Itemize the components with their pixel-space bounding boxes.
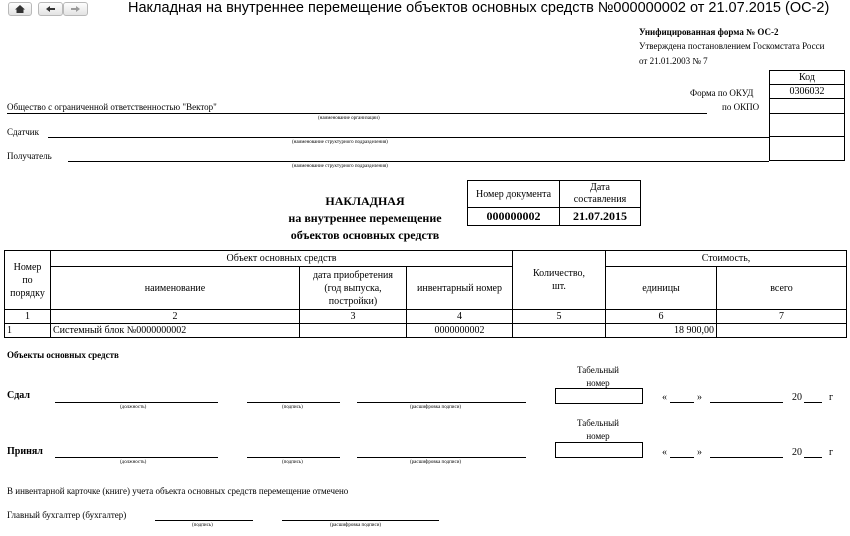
- gave-position-caption: (должность): [120, 405, 147, 410]
- header-cost: Стоимость,: [606, 251, 847, 267]
- tab-label-line-2: номер: [586, 378, 610, 388]
- date-label-1: Дата: [590, 182, 610, 193]
- sender-caption: (наименование структурного подразделения): [292, 140, 388, 145]
- gave-tab-number-box[interactable]: [555, 388, 643, 404]
- header-quantity-1: Количество,: [532, 268, 586, 279]
- organization-line: [7, 113, 707, 114]
- gave-decode-caption: (расшифровка подписи): [410, 405, 462, 410]
- took-year-prefix: 20: [792, 447, 802, 458]
- tab-number-label-1: [562, 364, 634, 390]
- table-row: [5, 324, 847, 338]
- row-quantity: [513, 324, 606, 338]
- okud-value: 0306032: [770, 85, 845, 99]
- header-acquisition-2: (год выпуска,: [324, 282, 382, 294]
- number-label: Номер документа: [468, 181, 560, 208]
- took-signature-caption: (подпись): [282, 460, 303, 465]
- took-year-line[interactable]: [804, 457, 822, 458]
- header-inventory: инвентарный номер: [407, 267, 513, 310]
- tab-number-label-2: [562, 417, 634, 443]
- gave-open-quote: «: [662, 392, 667, 403]
- tab-label-line-2: номер: [586, 431, 610, 441]
- header-number-3: порядку: [10, 287, 45, 299]
- accountant-label: Главный бухгалтер (бухгалтер): [7, 510, 127, 520]
- sender-label: Сдатчик: [7, 127, 39, 137]
- forward-button[interactable]: [63, 2, 88, 16]
- accountant-decode-line[interactable]: [282, 520, 439, 521]
- header-total-cost: всего: [717, 267, 847, 310]
- receiver-label: Получатель: [7, 151, 52, 161]
- back-button[interactable]: [38, 2, 63, 16]
- row-unit-cost: 18 900,00: [606, 324, 717, 338]
- gave-signature-caption: (подпись): [282, 405, 303, 410]
- took-month-line[interactable]: [710, 457, 783, 458]
- heading-line-1: НАКЛАДНАЯ: [325, 194, 405, 208]
- codes-table: [769, 70, 845, 161]
- document-date: 21.07.2015: [560, 208, 641, 226]
- took-day-line[interactable]: [670, 457, 694, 458]
- header-acquisition-1: дата приобретения: [312, 269, 394, 281]
- took-year-suffix: г: [829, 447, 834, 458]
- gave-label: Сдал: [7, 390, 30, 401]
- receiver-line: [68, 161, 769, 162]
- code-cell-empty-2: [770, 137, 845, 161]
- column-number: 7: [717, 310, 847, 324]
- header-number: [5, 251, 51, 310]
- gave-signature-line[interactable]: [247, 402, 340, 403]
- header-unit-cost: единицы: [606, 267, 717, 310]
- column-number: 2: [51, 310, 300, 324]
- header-acquisition-3: постройки): [328, 295, 378, 307]
- objects-table: [4, 250, 847, 338]
- tab-label-line-1: Табельный: [577, 365, 619, 375]
- card-note: В инвентарной карточке (книге) учета объекта основных средств перемещение отмечено: [7, 486, 349, 496]
- took-position-line[interactable]: [55, 457, 218, 458]
- column-number: 3: [300, 310, 407, 324]
- gave-close-quote: »: [697, 392, 702, 403]
- took-signature-line[interactable]: [247, 457, 340, 458]
- date-label: [560, 181, 641, 208]
- arrow-left-icon: [39, 3, 62, 15]
- took-open-quote: «: [662, 447, 667, 458]
- document-number: 000000002: [468, 208, 560, 226]
- accountant-decode-caption: (расшифровка подписи): [330, 523, 382, 528]
- row-name: Системный блок №0000000002: [51, 324, 300, 338]
- gave-year-suffix: г: [829, 392, 834, 403]
- gave-year-prefix: 20: [792, 392, 802, 403]
- approved-date: от 21.01.2003 № 7: [639, 56, 708, 66]
- approved-label: Утверждена постановлением Госкомстата Росси: [639, 41, 825, 51]
- header-object: Объект основных средств: [51, 251, 513, 267]
- arrow-right-icon: [64, 3, 87, 15]
- organization-caption: (наименование организации): [318, 116, 380, 121]
- column-number: 4: [407, 310, 513, 324]
- column-number: 5: [513, 310, 606, 324]
- took-tab-number-box[interactable]: [555, 442, 643, 458]
- took-close-quote: »: [697, 447, 702, 458]
- gave-day-line[interactable]: [670, 402, 694, 403]
- okud-label: Форма по ОКУД: [690, 88, 754, 98]
- document-title: Накладная на внутреннее перемещение объектов основных средств №000000002 от 21.07.2015 (ОС-2): [128, 0, 830, 16]
- date-label-2: составления: [573, 194, 627, 205]
- signatures-section-title: Объекты основных средств: [7, 350, 119, 360]
- accountant-signature-line[interactable]: [155, 520, 253, 521]
- took-label: Принял: [7, 446, 43, 457]
- accountant-signature-caption: (подпись): [192, 523, 213, 528]
- unified-form-label: Унифицированная форма № ОС-2: [639, 27, 779, 37]
- header-quantity-2: шт.: [552, 281, 566, 292]
- row-number: 1: [5, 324, 51, 338]
- document-number-table: [467, 180, 641, 226]
- okpo-label: по ОКПО: [722, 102, 760, 112]
- header-acquisition: [300, 267, 407, 310]
- code-cell-empty-1: [770, 114, 845, 137]
- heading-line-2: на внутреннее перемещение: [288, 211, 442, 225]
- header-number-1: Номер: [13, 261, 42, 273]
- home-icon: [9, 3, 31, 15]
- gave-year-line[interactable]: [804, 402, 822, 403]
- organization-name: Общество с ограниченной ответственностью "Вектор": [7, 102, 217, 112]
- header-quantity: [513, 251, 606, 310]
- document-heading: [270, 193, 460, 244]
- gave-position-line[interactable]: [55, 402, 218, 403]
- codes-header: Код: [770, 71, 845, 85]
- row-inventory: 0000000002: [407, 324, 513, 338]
- took-decode-caption: (расшифровка подписи): [410, 460, 462, 465]
- gave-month-line[interactable]: [710, 402, 783, 403]
- sender-line: [48, 137, 769, 138]
- took-decode-line[interactable]: [357, 457, 526, 458]
- receiver-caption: (наименование структурного подразделения): [292, 164, 388, 169]
- took-position-caption: (должность): [120, 460, 147, 465]
- gave-decode-line[interactable]: [357, 402, 526, 403]
- row-total-cost: [717, 324, 847, 338]
- header-number-2: по: [22, 274, 33, 286]
- home-button[interactable]: [8, 2, 32, 16]
- row-acquisition: [300, 324, 407, 338]
- tab-label-line-1: Табельный: [577, 418, 619, 428]
- column-number: 6: [606, 310, 717, 324]
- header-name: наименование: [51, 267, 300, 310]
- heading-line-3: объектов основных средств: [290, 228, 440, 242]
- column-number: 1: [5, 310, 51, 324]
- okpo-value: [770, 99, 845, 114]
